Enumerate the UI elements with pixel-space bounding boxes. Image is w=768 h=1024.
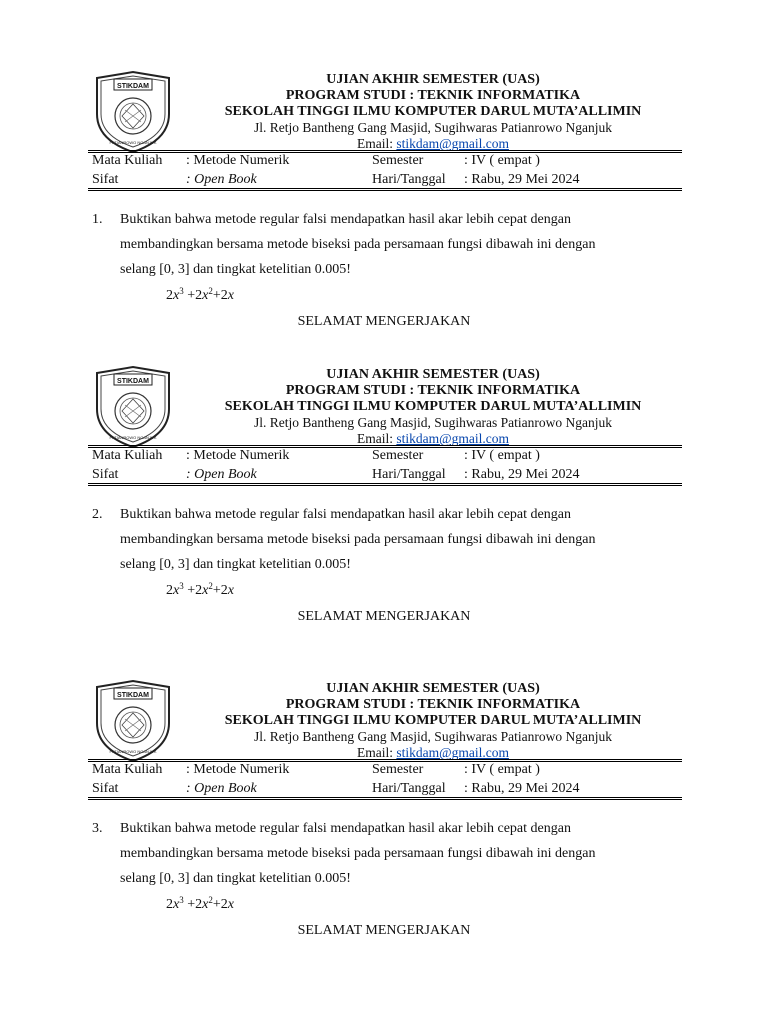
question-number: 1. bbox=[92, 212, 103, 227]
school-name: SEKOLAH TINGGI ILMU KOMPUTER DARUL MUTA’ALLIMIN bbox=[224, 713, 642, 728]
question-line-2: membandingkan bersama metode biseksi pada persamaan fungsi dibawah ini dengan bbox=[120, 237, 596, 252]
course-label: Mata Kuliah bbox=[92, 448, 163, 463]
email-link[interactable]: stikdam@gmail.com bbox=[396, 136, 509, 151]
question-line-3: selang [0, 3] dan tingkat ketelitian 0.005! bbox=[120, 871, 351, 886]
logo-caption: PATIANROWO NGANJUK bbox=[109, 749, 157, 754]
question-line-3: selang [0, 3] dan tingkat ketelitian 0.005! bbox=[120, 262, 351, 277]
semester-value: : IV ( empat ) bbox=[464, 762, 540, 777]
function-formula: $2x^3 +2x^2+2x$ bbox=[166, 286, 234, 303]
semester-label: Semester bbox=[372, 153, 424, 168]
school-name: SEKOLAH TINGGI ILMU KOMPUTER DARUL MUTA’ALLIMIN bbox=[224, 399, 642, 414]
closing-message: SELAMAT MENGERJAKAN bbox=[297, 923, 471, 938]
letterhead bbox=[180, 681, 686, 761]
school-address: Jl. Retjo Bantheng Gang Masjid, Sugihwaras Patianrowo Nganjuk bbox=[253, 120, 613, 135]
question-line-3: selang [0, 3] dan tingkat ketelitian 0.005! bbox=[120, 557, 351, 572]
function-formula: $2x^3 +2x^2+2x$ bbox=[166, 895, 234, 912]
logo-text: STIKDAM bbox=[117, 378, 149, 385]
exam-title: UJIAN AKHIR SEMESTER (UAS) bbox=[326, 72, 540, 87]
type-label: Sifat bbox=[92, 467, 119, 482]
question-line-2: membandingkan bersama metode biseksi pada persamaan fungsi dibawah ini dengan bbox=[120, 846, 596, 861]
semester-value: : IV ( empat ) bbox=[464, 153, 540, 168]
question-number: 3. bbox=[92, 821, 103, 836]
course-value: : Metode Numerik bbox=[186, 762, 290, 777]
semester-label: Semester bbox=[372, 762, 424, 777]
question-line-2: membandingkan bersama metode biseksi pada persamaan fungsi dibawah ini dengan bbox=[120, 532, 596, 547]
question-line-1: Buktikan bahwa metode regular falsi mendapatkan hasil akar lebih cepat dengan bbox=[120, 212, 571, 227]
question-line-1: Buktikan bahwa metode regular falsi mendapatkan hasil akar lebih cepat dengan bbox=[120, 821, 571, 836]
school-name: SEKOLAH TINGGI ILMU KOMPUTER DARUL MUTA’ALLIMIN bbox=[224, 104, 642, 119]
date-label: Hari/Tanggal bbox=[372, 172, 446, 187]
type-value: : Open Book bbox=[186, 172, 257, 187]
email-link[interactable]: stikdam@gmail.com bbox=[396, 745, 509, 760]
closing-message: SELAMAT MENGERJAKAN bbox=[297, 314, 471, 329]
stikdam-logo-emblem bbox=[92, 70, 174, 154]
type-label: Sifat bbox=[92, 172, 119, 187]
email-label: Email: bbox=[357, 136, 397, 151]
logo-caption: PATIANROWO NGANJUK bbox=[109, 140, 157, 145]
date-label: Hari/Tanggal bbox=[372, 781, 446, 796]
stikdam-logo-emblem bbox=[92, 365, 174, 449]
date-value: : Rabu, 29 Mei 2024 bbox=[464, 172, 580, 187]
info-divider bbox=[88, 188, 682, 191]
info-divider bbox=[88, 483, 682, 486]
letterhead bbox=[180, 72, 686, 152]
study-program: PROGRAM STUDI : TEKNIK INFORMATIKA bbox=[285, 697, 581, 712]
stikdam-logo-emblem bbox=[92, 679, 174, 763]
date-value: : Rabu, 29 Mei 2024 bbox=[464, 781, 580, 796]
logo-caption: PATIANROWO NGANJUK bbox=[109, 435, 157, 440]
date-label: Hari/Tanggal bbox=[372, 467, 446, 482]
school-address: Jl. Retjo Bantheng Gang Masjid, Sugihwaras Patianrowo Nganjuk bbox=[253, 729, 613, 744]
letterhead bbox=[180, 367, 686, 447]
course-value: : Metode Numerik bbox=[186, 153, 290, 168]
type-value: : Open Book bbox=[186, 781, 257, 796]
type-label: Sifat bbox=[92, 781, 119, 796]
logo-text: STIKDAM bbox=[117, 83, 149, 90]
email-label: Email: bbox=[357, 745, 397, 760]
question-line-1: Buktikan bahwa metode regular falsi mendapatkan hasil akar lebih cepat dengan bbox=[120, 507, 571, 522]
closing-message: SELAMAT MENGERJAKAN bbox=[297, 609, 471, 624]
exam-title: UJIAN AKHIR SEMESTER (UAS) bbox=[326, 681, 540, 696]
email-label: Email: bbox=[357, 431, 397, 446]
course-label: Mata Kuliah bbox=[92, 762, 163, 777]
question-number: 2. bbox=[92, 507, 103, 522]
info-divider bbox=[88, 797, 682, 800]
semester-value: : IV ( empat ) bbox=[464, 448, 540, 463]
school-address: Jl. Retjo Bantheng Gang Masjid, Sugihwaras Patianrowo Nganjuk bbox=[253, 415, 613, 430]
course-value: : Metode Numerik bbox=[186, 448, 290, 463]
function-formula: $2x^3 +2x^2+2x$ bbox=[166, 581, 234, 598]
type-value: : Open Book bbox=[186, 467, 257, 482]
semester-label: Semester bbox=[372, 448, 424, 463]
date-value: : Rabu, 29 Mei 2024 bbox=[464, 467, 580, 482]
study-program: PROGRAM STUDI : TEKNIK INFORMATIKA bbox=[285, 383, 581, 398]
course-label: Mata Kuliah bbox=[92, 153, 163, 168]
study-program: PROGRAM STUDI : TEKNIK INFORMATIKA bbox=[285, 88, 581, 103]
logo-text: STIKDAM bbox=[117, 692, 149, 699]
exam-title: UJIAN AKHIR SEMESTER (UAS) bbox=[326, 367, 540, 382]
email-link[interactable]: stikdam@gmail.com bbox=[396, 431, 509, 446]
